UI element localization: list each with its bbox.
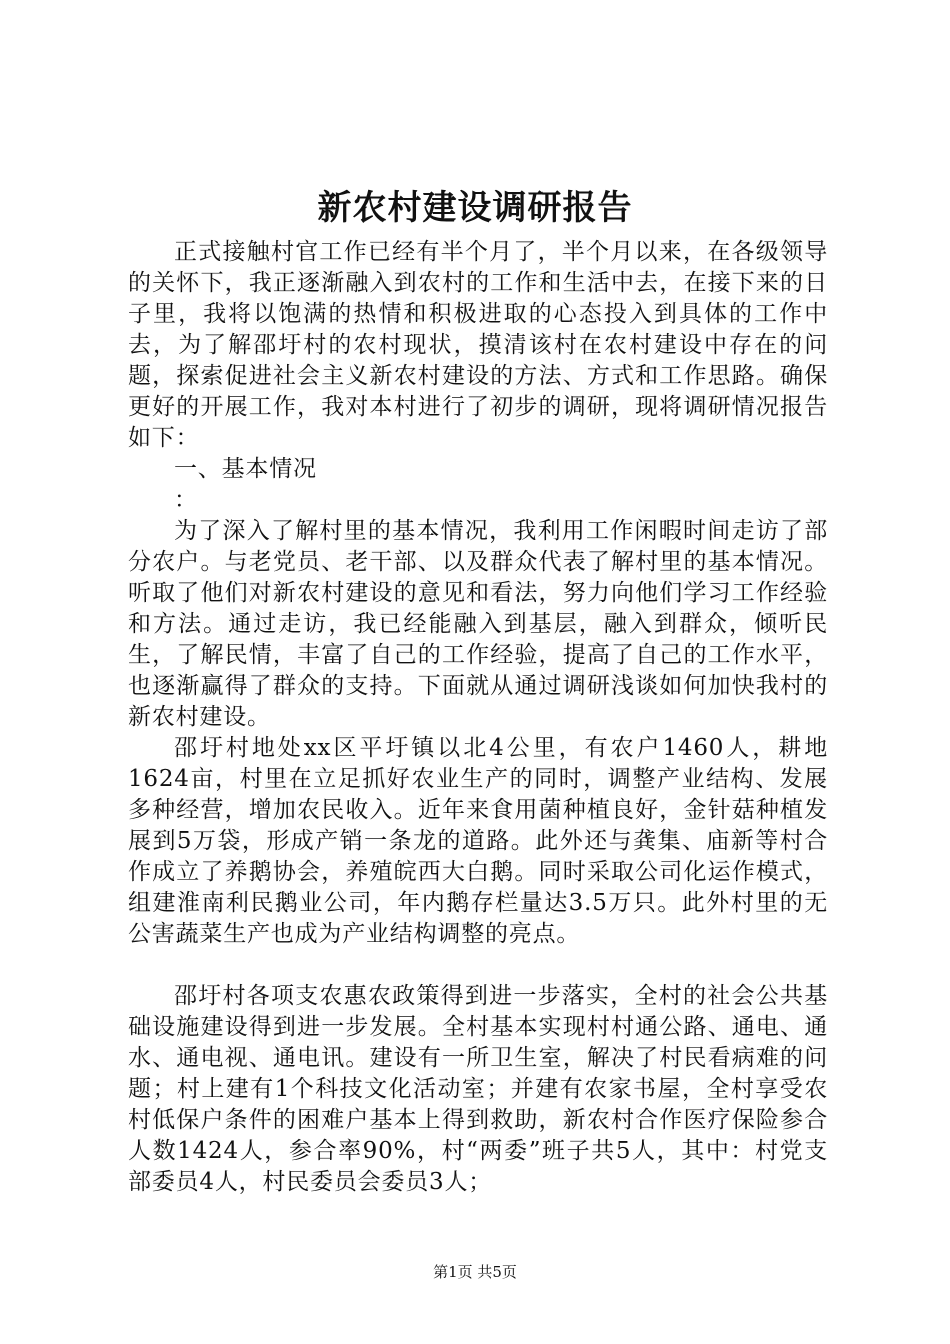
- intro-paragraph: 正式接触村官工作已经有半个月了，半个月以来，在各级领导的关怀下，我正逐渐融入到农村的工作和生活中去，在接下来的日子里，我将以饱满的热情和积极进取的心态投入到具体的工作中去，为了解邵圩村的农村现状，摸清该村在农村建设中存在的问题，探索促进社会主义新农村建设的方法、方式和工作思路。确保更好的开展工作，我对本村进行了初步的调研，现将调研情况报告如下：: [128, 239, 828, 451]
- village-overview-paragraph: 邵圩村地处xx区平圩镇以北4公里，有农户1460人，耕地1624亩，村里在立足抓好农业生产的同时，调整产业结构、发展多种经营，增加农民收入。近年来食用菌种植良好，金针菇种植发展到5万袋，形成产销一条龙的道路。此外还与龚集、庙新等村合作成立了养鹅协会，养殖皖西大白鹅。同时采取公司化运作模式，组建淮南利民鹅业公司，年内鹅存栏量达3.5万只。此外村里的无公害蔬菜生产也成为产业结构调整的亮点。: [128, 735, 828, 947]
- paragraph-spacer: [128, 950, 828, 981]
- section-heading-basic-situation: 一、基本情况: [174, 456, 317, 482]
- visit-paragraph: 为了深入了解村里的基本情况，我利用工作闲暇时间走访了部分农户。与老党员、老干部、以及群众代表了解村里的基本情况。听取了他们对新农村建设的意见和看法，努力向他们学习工作经验和方法。通过走访，我已经能融入到基层，融入到群众，倾听民生，了解民情，丰富了自己的工作经验，提高了自己的工作水平，也逐渐赢得了群众的支持。下面就从通过调研浅谈如何加快我村的新农村建设。: [128, 518, 828, 730]
- page-footer: 第1页 共5页: [433, 1263, 517, 1281]
- document-title: 新农村建设调研报告: [317, 188, 633, 228]
- policy-paragraph: 邵圩村各项支农惠农政策得到进一步落实，全村的社会公共基础设施建设得到进一步发展。全村基本实现村村通公路、通电、通水、通电视、通电讯。建设有一所卫生室，解决了村民看病难的问题；村上建有1个科技文化活动室；并建有农家书屋，全村享受农村低保户条件的困难户基本上得到救助，新农村合作医疗保险参合人数1424人，参合率90%，村“两委”班子共5人，其中：村党支部委员4人，村民委员会委员3人；: [128, 983, 828, 1195]
- document-body: [128, 237, 828, 1198]
- colon-line: ：: [174, 487, 198, 513]
